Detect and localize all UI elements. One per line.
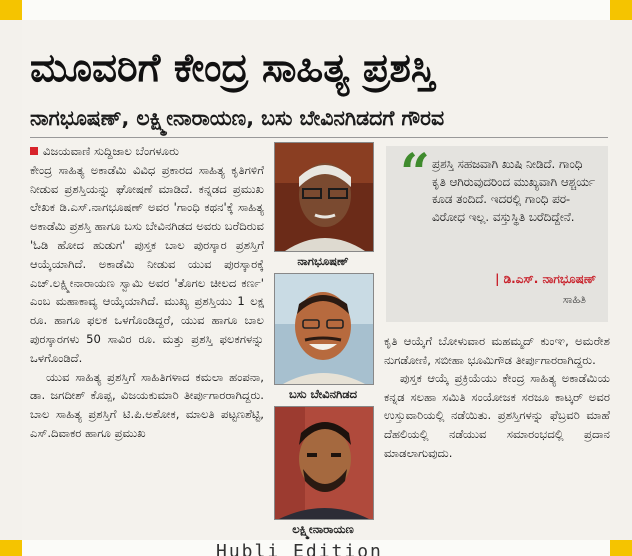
dateline-text: ವಿಜಯವಾಣಿ ಸುದ್ದಿಜಾಲ ಬೆಂಗಳೂರು	[43, 144, 179, 158]
dateline	[30, 142, 264, 161]
divider	[30, 137, 608, 138]
portrait-photo-basu	[274, 273, 374, 385]
photo-caption: ನಾಗಭೂಷಣ್	[297, 254, 349, 268]
article-paragraph: ಯುವ ಸಾಹಿತ್ಯ ಪ್ರಶಸ್ತಿಗೆ ಸಾಹಿತಿಗಳಾದ ಕಮಲಾ ಹಂಪನಾ, ಡಾ. ಜಗದೀಶ್ ಕೊಪ್ಪ, ವಿಜಯಕುಮಾರಿ ತೀರ್ಪುಗಾರರಾಗಿದ್ದರು. ಬಾಲ ಸಾಹಿತ್ಯ ಪ್ರಶಸ್ತಿಗೆ ಟಿ.ಪಿ.ಅಶೋಕ, ಮಾಲತಿ ಪಟ್ಟಣಶೆಟ್ಟಿ, ಎಸ್.ದಿವಾಕರ ಹಾಗೂ ಪ್ರಮುಖ	[30, 369, 264, 440]
quote-author-role: ಸಾಹಿತಿ	[562, 293, 586, 306]
subheadline: ನಾಗಭೂಷಣ್, ಲಕ್ಷ್ಮೀನಾರಾಯಣ, ಬಸು ಬೇವಿನಗಿಡದಗೆ ಗೌರವ	[30, 106, 445, 130]
article-right-column	[384, 332, 610, 462]
photo-caption: ಬಸು ಬೇವಿನಗಿಡದ	[288, 387, 358, 401]
top-white-strip	[22, 0, 610, 20]
portrait-image	[275, 143, 373, 251]
article-left-column	[30, 142, 264, 443]
portrait-photo-nagabhushan	[274, 142, 374, 252]
bottom-yellow-band	[0, 540, 632, 556]
portrait-photo-lakshminarayana	[274, 406, 374, 520]
pull-quote-box	[386, 143, 608, 322]
red-bullet-icon	[30, 147, 38, 155]
portrait-image	[275, 274, 373, 384]
edition-label: Hubli Edition	[216, 541, 383, 556]
quote-mark-icon: “	[400, 143, 430, 204]
article-paragraph: ಪುಸ್ತಕ ಆಯ್ಕೆ ಪ್ರಕ್ರಿಯೆಯು ಕೇಂದ್ರ ಸಾಹಿತ್ಯ ಅಕಾಡೆಮಿಯ ಕನ್ನಡ ಸಲಹಾ ಸಮಿತಿ ಸಂಯೋಜಕ ಸರಜೂ ಕಾಟ್ಕರ್ ಅವರ ಉಸ್ತುವಾರಿಯಲ್ಲಿ ನಡೆಯಿತು. ಪ್ರಶಸ್ತಿಗಳನ್ನು ಫೆಬ್ರವರಿ ಮಾಹೆ ದೆಹಲಿಯಲ್ಲಿ ನಡೆಯುವ ಸಮಾರಂಭದಲ್ಲಿ ಪ್ರದಾನ ಮಾಡಲಾಗುವುದು.	[384, 371, 610, 460]
photo-column	[272, 142, 374, 541]
top-yellow-band	[0, 0, 632, 20]
article-paragraph: ಕೇಂದ್ರ ಸಾಹಿತ್ಯ ಅಕಾಡೆಮಿ ವಿವಿಧ ಪ್ರಕಾರದ ಸಾಹಿತ್ಯ ಕೃತಿಗಳಿಗೆ ನೀಡುವ ಪ್ರಶಸ್ತಿಯನ್ನು ಘೋಷಣೆ ಮಾಡಿದೆ. ಕನ್ನಡದ ಪ್ರಮುಖ ಲೇಖಕ ಡಿ.ಎಸ್.ನಾಗಭೂಷಣ್ ಅವರ 'ಗಾಂಧಿ ಕಥನ'ಕ್ಕೆ ಸಾಹಿತ್ಯ ಅಕಾಡೆಮಿ ಪ್ರಶಸ್ತಿ ಹಾಗೂ ಬಸು ಬೇವಿನಗಿಡದ ಅವರು ಬರೆದಿರುವ 'ಓಡಿ ಹೋದ ಹುಡುಗ' ಪುಸ್ತಕ ಬಾಲ ಪುರಸ್ಕಾರ ಪ್ರಶಸ್ತಿಗೆ ಆಯ್ಕೆಯಾಗಿದೆ. ಅಕಾಡೆಮಿ ನೀಡುವ ಯುವ ಪುರಸ್ಕಾರಕ್ಕೆ ಎಚ್.ಲಕ್ಷ್ಮೀನಾರಾಯಣ ಸ್ವಾಮಿ ಅವರ 'ತೊಗಲ ಚೀಲದ ಕರ್ಣ' ಎಂಬ ಮಹಾಕಾವ್ಯ ಆಯ್ಕೆಯಾಗಿದೆ. ಮುಖ್ಯ ಪ್ರಶಸ್ತಿಯು 1 ಲಕ್ಷ ರೂ. ಹಾಗೂ ಫಲಕ ಒಳಗೊಂಡಿದ್ದರೆ, ಯುವ ಹಾಗೂ ಬಾಲ ಪುರಸ್ಕಾರಗಳು 50 ಸಾವಿರ ರೂ. ಮತ್ತು ಪ್ರಶಸ್ತಿ ಫಲಕಗಳನ್ನು ಒಳಗೊಂಡಿದೆ.	[30, 162, 264, 365]
photo-caption: ಲಕ್ಷ್ಮೀನಾರಾಯಣ	[292, 522, 354, 536]
headline: ಮೂವರಿಗೆ ಕೇಂದ್ರ ಸಾಹಿತ್ಯ ಪ್ರಶಸ್ತಿ	[30, 46, 435, 91]
portrait-image	[275, 407, 373, 519]
quote-text: ಪ್ರಶಸ್ತಿ ಸಹಜವಾಗಿ ಖುಷಿ ನೀಡಿದೆ. ಗಾಂಧಿ ಕೃತಿ ಆಗಿರುವುದರಿಂದ ಮುಖ್ಯವಾಗಿ ಆಶ್ಚರ್ಯ ಕೂಡ ತಂದಿದೆ. ಇದರಲ್ಲಿ ಗಾಂಧಿ ಪರ-ವಿರೋಧ ಇಲ್ಲ. ವಸ್ತುಸ್ಥಿತಿ ಬರೆದಿದ್ದೇನೆ.	[432, 157, 596, 224]
quote-author: | ಡಿ.ಎಸ್. ನಾಗಭೂಷಣ್	[495, 272, 596, 286]
article-paragraph: ಕೃತಿ ಆಯ್ಕೆಗೆ ಬೋಳುವಾರ ಮಹಮ್ಮದ್ ಕುಂಞ, ಅಮರೇಶ ನುಗಡೋಣಿ, ಸಬೀಹಾ ಭೂಮಿಗೌಡ ತೀರ್ಪುಗಾರರಾಗಿದ್ದರು.	[384, 334, 610, 367]
